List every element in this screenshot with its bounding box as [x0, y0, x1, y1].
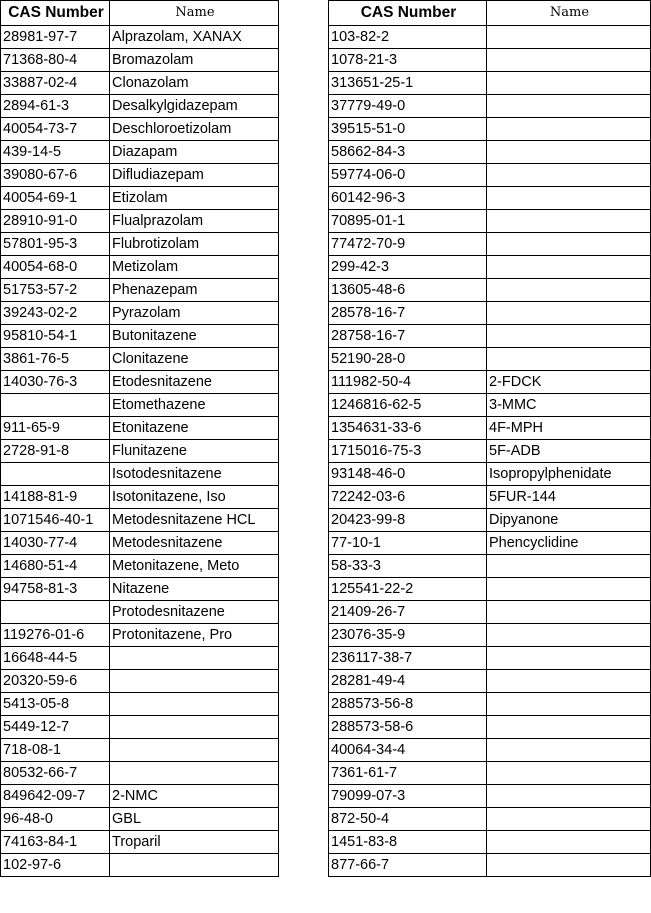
table-row: [329, 72, 651, 95]
cas-number-cell: 58662-84-3: [329, 141, 487, 164]
cas-number-cell: 40054-73-7: [1, 118, 110, 141]
table-row: [1, 210, 279, 233]
substance-name-cell: Etonitazene: [110, 417, 279, 440]
cas-number-cell: 57801-95-3: [1, 233, 110, 256]
cas-number-cell: 14030-76-3: [1, 371, 110, 394]
cas-number-cell: 299-42-3: [329, 256, 487, 279]
substance-name-cell: 5FUR-144: [487, 486, 651, 509]
cas-number-cell: 288573-56-8: [329, 693, 487, 716]
substance-name-cell: Etodesnitazene: [110, 371, 279, 394]
substance-name-cell: Metodesnitazene HCL: [110, 509, 279, 532]
table-row: [329, 532, 651, 555]
cas-number-cell: 94758-81-3: [1, 578, 110, 601]
table-row: [329, 555, 651, 578]
cas-number-cell: 28981-97-7: [1, 26, 110, 49]
table-row: [329, 233, 651, 256]
substance-name-cell: Phencyclidine: [487, 532, 651, 555]
substance-name-cell: [487, 256, 651, 279]
cas-number-cell: 877-66-7: [329, 854, 487, 877]
table-row: [1, 854, 279, 877]
table-row: [1, 325, 279, 348]
table-row: [1, 302, 279, 325]
cas-number-cell: 119276-01-6: [1, 624, 110, 647]
substance-name-cell: [487, 141, 651, 164]
table-row: [1, 394, 279, 417]
substance-name-cell: [487, 325, 651, 348]
cas-number-cell: 79099-07-3: [329, 785, 487, 808]
substance-name-cell: Clonitazene: [110, 348, 279, 371]
substance-name-cell: Etizolam: [110, 187, 279, 210]
left-cas-table: [0, 0, 279, 877]
table-row: [329, 739, 651, 762]
table-row: [329, 118, 651, 141]
table-row: [329, 693, 651, 716]
left-table-body: [1, 26, 279, 877]
substance-name-cell: [487, 302, 651, 325]
substance-name-cell: Deschloroetizolam: [110, 118, 279, 141]
table-row: [329, 348, 651, 371]
table-row: [1, 417, 279, 440]
substance-name-cell: [487, 785, 651, 808]
cas-number-cell: 60142-96-3: [329, 187, 487, 210]
substance-name-cell: Etomethazene: [110, 394, 279, 417]
table-row: [329, 141, 651, 164]
table-row: [329, 325, 651, 348]
substance-name-cell: [487, 739, 651, 762]
cas-number-cell: 1078-21-3: [329, 49, 487, 72]
table-row: [329, 95, 651, 118]
table-row: [1, 256, 279, 279]
substance-name-cell: Flunitazene: [110, 440, 279, 463]
name-header: Name: [487, 1, 651, 26]
substance-name-cell: Metizolam: [110, 256, 279, 279]
cas-number-cell: 70895-01-1: [329, 210, 487, 233]
substance-name-cell: [487, 164, 651, 187]
table-row: [1, 348, 279, 371]
cas-number-cell: 439-14-5: [1, 141, 110, 164]
cas-number-cell: 28758-16-7: [329, 325, 487, 348]
substance-name-cell: Protonitazene, Pro: [110, 624, 279, 647]
name-header: Name: [110, 1, 279, 26]
substance-name-cell: [487, 831, 651, 854]
cas-number-cell: 71368-80-4: [1, 49, 110, 72]
table-row: [329, 509, 651, 532]
substance-name-cell: [110, 670, 279, 693]
table-row: [329, 279, 651, 302]
substance-name-cell: [487, 118, 651, 141]
substance-name-cell: [110, 693, 279, 716]
cas-number-cell: 16648-44-5: [1, 647, 110, 670]
table-row: [1, 739, 279, 762]
cas-number-cell: 236117-38-7: [329, 647, 487, 670]
cas-number-cell: 5413-05-8: [1, 693, 110, 716]
header-row: [1, 1, 279, 26]
substance-name-cell: 2-NMC: [110, 785, 279, 808]
cas-number-cell: 313651-25-1: [329, 72, 487, 95]
substance-name-cell: [487, 210, 651, 233]
substance-name-cell: 4F-MPH: [487, 417, 651, 440]
table-row: [329, 601, 651, 624]
substance-name-cell: [487, 26, 651, 49]
substance-name-cell: Bromazolam: [110, 49, 279, 72]
substance-name-cell: Nitazene: [110, 578, 279, 601]
cas-number-cell: 33887-02-4: [1, 72, 110, 95]
table-row: [329, 808, 651, 831]
cas-number-cell: 2894-61-3: [1, 95, 110, 118]
table-row: [1, 624, 279, 647]
table-row: [1, 716, 279, 739]
table-row: [329, 302, 651, 325]
table-row: [1, 26, 279, 49]
substance-name-cell: Flualprazolam: [110, 210, 279, 233]
substance-name-cell: Metonitazene, Meto: [110, 555, 279, 578]
table-row: [1, 670, 279, 693]
cas-number-header: CAS Number: [329, 1, 487, 26]
table-row: [1, 141, 279, 164]
cas-number-cell: 1715016-75-3: [329, 440, 487, 463]
cas-number-cell: 39243-02-2: [1, 302, 110, 325]
cas-number-cell: 5449-12-7: [1, 716, 110, 739]
cas-number-cell: 37779-49-0: [329, 95, 487, 118]
substance-name-cell: [110, 716, 279, 739]
cas-number-cell: 14188-81-9: [1, 486, 110, 509]
substance-name-cell: Desalkylgidazepam: [110, 95, 279, 118]
substance-name-cell: [487, 578, 651, 601]
right-table-body: [329, 26, 651, 877]
cas-number-cell: 14680-51-4: [1, 555, 110, 578]
substance-name-cell: Protodesnitazene: [110, 601, 279, 624]
cas-number-cell: 718-08-1: [1, 739, 110, 762]
cas-number-cell: 74163-84-1: [1, 831, 110, 854]
table-row: [1, 187, 279, 210]
table-row: [1, 463, 279, 486]
table-row: [329, 394, 651, 417]
substance-name-cell: [487, 348, 651, 371]
substance-name-cell: [487, 95, 651, 118]
cas-number-cell: 2728-91-8: [1, 440, 110, 463]
substance-name-cell: Pyrazolam: [110, 302, 279, 325]
cas-number-cell: 96-48-0: [1, 808, 110, 831]
cas-number-cell: 14030-77-4: [1, 532, 110, 555]
table-row: [329, 164, 651, 187]
cas-number-cell: 28910-91-0: [1, 210, 110, 233]
table-row: [329, 762, 651, 785]
substance-name-cell: Isotodesnitazene: [110, 463, 279, 486]
table-row: [1, 601, 279, 624]
cas-number-cell: 39080-67-6: [1, 164, 110, 187]
substance-name-cell: Dipyanone: [487, 509, 651, 532]
cas-number-cell: 59774-06-0: [329, 164, 487, 187]
substance-name-cell: Difludiazepam: [110, 164, 279, 187]
cas-number-cell: 7361-61-7: [329, 762, 487, 785]
cas-number-cell: 1354631-33-6: [329, 417, 487, 440]
substance-name-cell: Clonazolam: [110, 72, 279, 95]
substance-name-cell: [487, 187, 651, 210]
table-row: [1, 785, 279, 808]
table-row: [1, 532, 279, 555]
cas-number-cell: 40054-69-1: [1, 187, 110, 210]
table-row: [1, 647, 279, 670]
cas-number-cell: 102-97-6: [1, 854, 110, 877]
substance-name-cell: [487, 716, 651, 739]
table-row: [329, 210, 651, 233]
cas-number-cell: 13605-48-6: [329, 279, 487, 302]
substance-name-cell: [110, 854, 279, 877]
cas-number-cell: 58-33-3: [329, 555, 487, 578]
table-row: [1, 164, 279, 187]
table-row: [1, 95, 279, 118]
substance-name-cell: 2-FDCK: [487, 371, 651, 394]
cas-number-cell: 911-65-9: [1, 417, 110, 440]
substance-name-cell: 5F-ADB: [487, 440, 651, 463]
table-row: [1, 831, 279, 854]
cas-number-cell: 28578-16-7: [329, 302, 487, 325]
header-row: [329, 1, 651, 26]
substance-name-cell: [487, 808, 651, 831]
table-row: [329, 187, 651, 210]
table-row: [329, 440, 651, 463]
cas-number-cell: 80532-66-7: [1, 762, 110, 785]
cas-number-cell: 288573-58-6: [329, 716, 487, 739]
substance-name-cell: [487, 72, 651, 95]
substance-name-cell: GBL: [110, 808, 279, 831]
table-row: [329, 463, 651, 486]
cas-number-cell: 23076-35-9: [329, 624, 487, 647]
table-row: [329, 256, 651, 279]
table-row: [1, 762, 279, 785]
cas-number-cell: [1, 394, 110, 417]
substance-name-cell: [487, 624, 651, 647]
cas-number-cell: 20423-99-8: [329, 509, 487, 532]
cas-number-cell: 93148-46-0: [329, 463, 487, 486]
cas-number-cell: 77-10-1: [329, 532, 487, 555]
substance-name-cell: Diazapam: [110, 141, 279, 164]
cas-number-cell: 95810-54-1: [1, 325, 110, 348]
cas-number-header: CAS Number: [1, 1, 110, 26]
substance-name-cell: Metodesnitazene: [110, 532, 279, 555]
table-row: [329, 417, 651, 440]
substance-name-cell: [487, 601, 651, 624]
substance-name-cell: [487, 762, 651, 785]
cas-number-cell: 103-82-2: [329, 26, 487, 49]
table-row: [1, 279, 279, 302]
cas-number-cell: 72242-03-6: [329, 486, 487, 509]
substance-name-cell: [110, 647, 279, 670]
table-row: [1, 440, 279, 463]
table-row: [1, 371, 279, 394]
table-row: [329, 486, 651, 509]
table-row: [329, 785, 651, 808]
cas-number-cell: 872-50-4: [329, 808, 487, 831]
cas-number-cell: 21409-26-7: [329, 601, 487, 624]
substance-name-cell: 3-MMC: [487, 394, 651, 417]
substance-name-cell: Troparil: [110, 831, 279, 854]
substance-name-cell: [487, 49, 651, 72]
table-row: [329, 831, 651, 854]
substance-name-cell: Alprazolam, XANAX: [110, 26, 279, 49]
table-row: [1, 486, 279, 509]
cas-number-cell: 3861-76-5: [1, 348, 110, 371]
table-row: [1, 578, 279, 601]
cas-number-cell: [1, 601, 110, 624]
substance-name-cell: Isotonitazene, Iso: [110, 486, 279, 509]
cas-number-cell: 39515-51-0: [329, 118, 487, 141]
cas-number-cell: 40064-34-4: [329, 739, 487, 762]
cas-number-cell: 77472-70-9: [329, 233, 487, 256]
substance-name-cell: [487, 233, 651, 256]
cas-number-cell: [1, 463, 110, 486]
substance-name-cell: [487, 555, 651, 578]
cas-number-cell: 51753-57-2: [1, 279, 110, 302]
cas-number-cell: 111982-50-4: [329, 371, 487, 394]
table-row: [1, 693, 279, 716]
cas-number-cell: 20320-59-6: [1, 670, 110, 693]
table-row: [329, 647, 651, 670]
substance-name-cell: Flubrotizolam: [110, 233, 279, 256]
cas-number-cell: 849642-09-7: [1, 785, 110, 808]
cas-number-cell: 40054-68-0: [1, 256, 110, 279]
table-row: [329, 716, 651, 739]
cas-number-cell: 28281-49-4: [329, 670, 487, 693]
substance-name-cell: [487, 854, 651, 877]
right-cas-table: [328, 0, 651, 877]
table-row: [1, 233, 279, 256]
table-row: [1, 118, 279, 141]
substance-name-cell: [487, 670, 651, 693]
table-row: [1, 509, 279, 532]
substance-name-cell: Butonitazene: [110, 325, 279, 348]
table-row: [329, 624, 651, 647]
table-row: [329, 578, 651, 601]
cas-number-cell: 1246816-62-5: [329, 394, 487, 417]
cas-number-cell: 125541-22-2: [329, 578, 487, 601]
substance-name-cell: [110, 762, 279, 785]
table-row: [329, 854, 651, 877]
table-row: [329, 49, 651, 72]
table-row: [1, 49, 279, 72]
table-row: [1, 555, 279, 578]
substance-name-cell: [487, 693, 651, 716]
substance-name-cell: Phenazepam: [110, 279, 279, 302]
cas-number-cell: 52190-28-0: [329, 348, 487, 371]
table-row: [329, 670, 651, 693]
table-row: [1, 808, 279, 831]
table-row: [1, 72, 279, 95]
cas-number-cell: 1451-83-8: [329, 831, 487, 854]
table-row: [329, 26, 651, 49]
substance-name-cell: [487, 647, 651, 670]
substance-name-cell: [487, 279, 651, 302]
cas-number-cell: 1071546-40-1: [1, 509, 110, 532]
table-row: [329, 371, 651, 394]
substance-name-cell: [110, 739, 279, 762]
substance-name-cell: Isopropylphenidate: [487, 463, 651, 486]
